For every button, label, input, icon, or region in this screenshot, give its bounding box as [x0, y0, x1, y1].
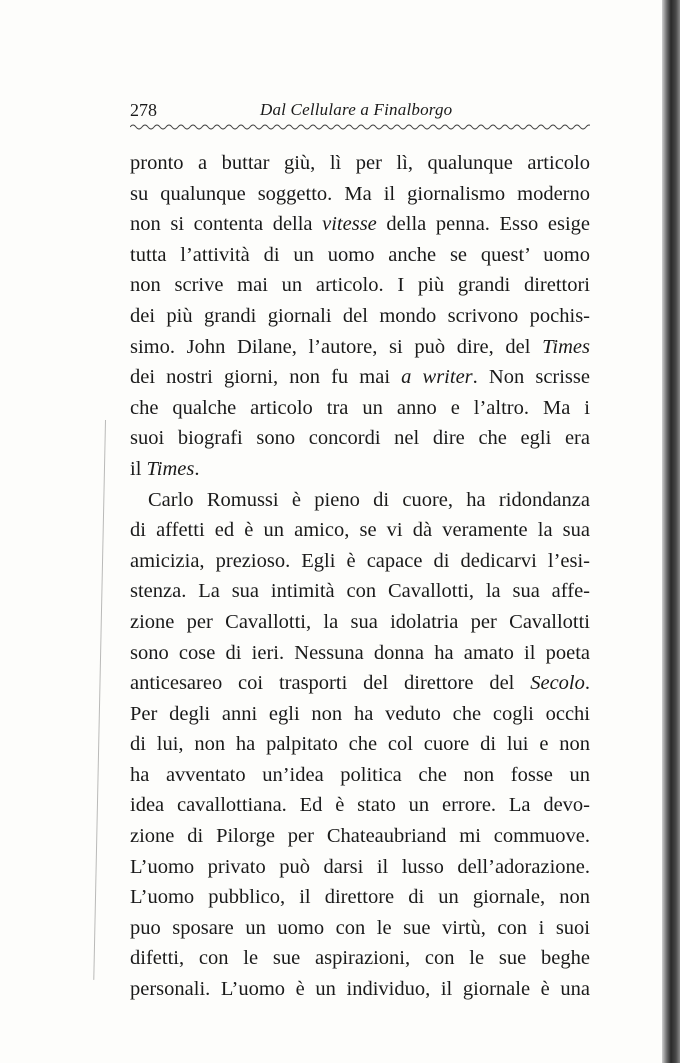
text-run: su qualunque soggetto. Ma il giornalismo moderno	[130, 182, 590, 205]
italic-text: a writer	[401, 366, 473, 389]
text-line	[130, 301, 590, 332]
paragraph	[130, 148, 590, 485]
text-line	[130, 760, 590, 791]
paragraph	[130, 485, 590, 1005]
text-run: stenza. La sua intimità con Cavallotti, la sua affe-	[130, 580, 590, 603]
italic-text: Secolo	[530, 672, 585, 695]
book-binding-edge	[662, 0, 680, 1063]
text-run: amicizia, prezioso. Egli è capace di dedicarvi l’esi-	[130, 549, 590, 572]
text-line	[130, 148, 590, 179]
text-line	[130, 454, 590, 485]
text-run: .	[194, 457, 200, 480]
wavy-rule-ornament	[130, 122, 590, 132]
text-line	[130, 393, 590, 424]
italic-text: Times	[542, 335, 590, 358]
text-run: ha avventato un’idea politica che non fosse un	[130, 763, 590, 786]
text-line	[130, 362, 590, 393]
text-run: L’uomo privato può darsi il lusso dell’adorazione.	[130, 855, 590, 878]
text-run: di lui, non ha palpitato che col cuore di lui e non	[130, 733, 590, 756]
text-run: non scrive mai un articolo. I più grandi direttori	[130, 274, 590, 297]
text-line	[130, 240, 590, 271]
text-line	[130, 179, 590, 210]
text-run: zione di Pilorge per Chateaubriand mi commuove.	[130, 825, 590, 848]
text-run: .	[584, 672, 590, 695]
text-line	[130, 974, 590, 1005]
text-line	[130, 821, 590, 852]
text-run: puo sposare un uomo con le sue virtù, con i suoi	[130, 916, 590, 939]
text-line	[130, 546, 590, 577]
text-run: Carlo Romussi è pieno di cuore, ha ridondanza	[148, 488, 590, 511]
text-line	[130, 270, 590, 301]
text-line	[130, 576, 590, 607]
text-run: della penna. Esso esige	[376, 213, 590, 236]
text-run: di affetti ed è un amico, se vi dà veramente la sua	[130, 519, 590, 542]
text-run: idea cavallottiana. Ed è stato un errore. La devo-	[130, 794, 590, 817]
text-run: simo. John Dilane, l’autore, si può dire, del	[130, 335, 543, 358]
text-run: Per degli anni egli non ha veduto che cogli occhi	[130, 702, 590, 725]
text-run: suoi biografi sono concordi nel dire che egli era	[130, 427, 590, 450]
text-line	[130, 668, 590, 699]
text-line	[130, 209, 590, 240]
text-line	[130, 943, 590, 974]
text-run: dei nostri giorni, non fu mai	[130, 366, 402, 389]
italic-text: vitesse	[322, 213, 377, 236]
text-run: zione per Cavallotti, la sua idolatria per Cavallotti	[130, 610, 590, 633]
text-line	[130, 790, 590, 821]
text-line	[130, 515, 590, 546]
text-run: tutta l’attività di un uomo anche se quest’ uomo	[130, 243, 590, 266]
text-run: non si contenta della	[130, 213, 323, 236]
page-number: 278	[130, 100, 157, 120]
text-run: L’uomo pubblico, il direttore di un giornale, non	[130, 886, 590, 909]
text-line	[130, 607, 590, 638]
text-line	[130, 332, 590, 363]
text-run: pronto a buttar giù, lì per lì, qualunque articolo	[130, 152, 590, 174]
text-run: che qualche articolo tra un anno e l’altro. Ma i	[130, 396, 590, 419]
text-line	[130, 699, 590, 730]
text-run: personali. L’uomo è un individuo, il giornale è una	[130, 978, 590, 1001]
text-run: difetti, con le sue aspirazioni, con le sue beghe	[130, 947, 590, 970]
text-line	[130, 882, 590, 913]
text-run: . Non scrisse	[472, 366, 590, 389]
text-line	[130, 852, 590, 883]
text-run: il	[130, 457, 147, 480]
text-run: dei più grandi giornali del mondo scrivono pochis-	[130, 304, 590, 327]
pencil-margin-mark	[93, 420, 106, 980]
text-run: sono cose di ieri. Nessuna donna ha amato il poeta	[130, 641, 590, 664]
text-run: anticesareo coi trasporti del direttore del	[130, 672, 531, 695]
text-line	[130, 913, 590, 944]
text-line	[130, 638, 590, 669]
running-title: Dal Cellulare a Finalborgo	[260, 100, 453, 119]
running-head	[130, 100, 590, 124]
text-line	[130, 423, 590, 454]
body-text	[130, 148, 590, 1005]
italic-text: Times	[146, 457, 195, 480]
text-line	[130, 729, 590, 760]
text-line	[130, 485, 590, 516]
